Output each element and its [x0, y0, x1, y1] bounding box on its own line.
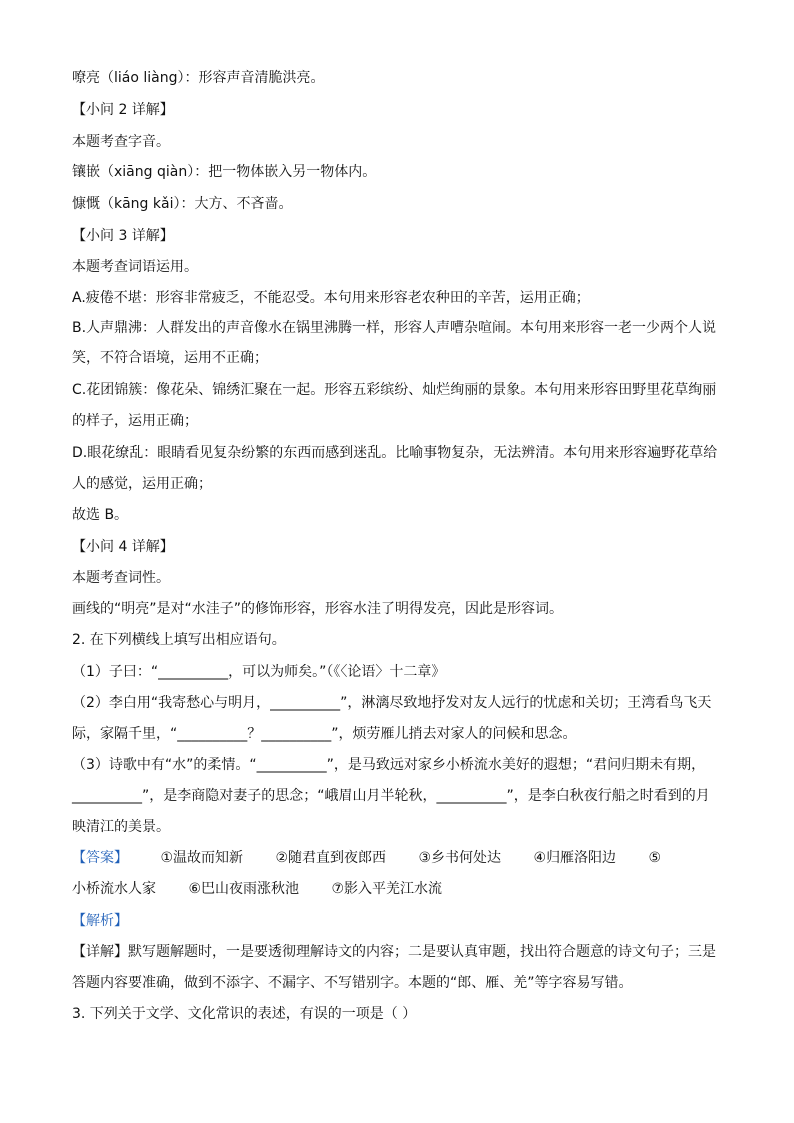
answer-text-7: 影入平羌江水流: [344, 881, 443, 897]
option-d-line-2: 人的感觉，运用正确；: [72, 476, 212, 492]
option-a-line: A.疲倦不堪：形容非常疲乏，不能忍受。本句用来形容老农种田的辛苦，运用正确；: [72, 290, 590, 306]
answer-line-1: [72, 848, 732, 868]
section-heading-q4: 【小问 4 详解】: [72, 539, 174, 555]
answer-text-4: 归雁洛阳边: [546, 850, 617, 866]
answer-text-1: 温故而知新: [173, 850, 244, 866]
question-2-part-3-line-2: __________”，是李商隐对妻子的思念；“峨眉山月半轮秋，__________”，是李白秋夜行船之时看到的月: [72, 788, 710, 804]
question-2-part-3-line-3: 映清江的美景。: [72, 819, 170, 835]
answer-text-3: 乡书何处达: [431, 850, 502, 866]
analysis-line-1: 【详解】默写题解题时，一是要透彻理解诗文的内容；二是要认真审题，找出符合题意的诗文句子；三是: [72, 944, 716, 960]
text-line-5: 慷慨（kāng kǎi）：大方、不吝啬。: [72, 196, 293, 212]
question-2-part-1: （1）子曰：“__________，可以为师矣。”（《〈论语〉十二章》: [72, 664, 446, 680]
option-b-line-2: 笑，不符合语境，运用不正确；: [72, 350, 268, 366]
text-line-4: 镶嵌（xiāng qiàn）：把一物体嵌入另一物体内。: [72, 164, 377, 180]
text-line-18: 画线的“明亮”是对“水洼子”的修饰形容，形容水洼了明得发亮，因此是形容词。: [72, 601, 564, 617]
conclusion-line: 故选 B。: [72, 507, 129, 523]
answer-num-7: ⑦: [331, 881, 345, 897]
answer-num-2: ②: [275, 850, 289, 866]
option-d-line-1: D.眼花缭乱：眼睛看见复杂纷繁的东西而感到迷乱。比喻事物复杂，无法辨清。本句用来形容遍野花草给: [72, 445, 718, 461]
answer-tag: 【答案】: [72, 850, 128, 866]
answer-text-6: 巴山夜雨涨秋池: [201, 881, 300, 897]
answer-num-1: ①: [160, 850, 174, 866]
option-c-line-1: C.花团锦簇：像花朵、锦绣汇聚在一起。形容五彩缤纷、灿烂绚丽的景象。本句用来形容田野里花草绚丽: [72, 382, 717, 398]
question-3-title: 3. 下列关于文学、文化常识的表述，有误的一项是（ ）: [72, 1006, 417, 1022]
analysis-tag: 【解析】: [72, 913, 128, 929]
answer-text-2: 随君直到夜郎西: [288, 850, 387, 866]
answer-num-4: ④: [533, 850, 547, 866]
answer-text-5: 小桥流水人家: [72, 881, 156, 897]
answer-num-6: ⑥: [188, 881, 202, 897]
question-2-part-3-line-1: （3）诗歌中有“水”的柔情。“__________”，是马致远对家乡小桥流水美好的遐想；“君问归期未有期，: [72, 757, 706, 773]
answer-num-5: ⑤: [648, 850, 662, 866]
text-line-7: 本题考查词语运用。: [72, 259, 198, 275]
option-c-line-2: 的样子，运用正确；: [72, 413, 198, 429]
text-line-1: 嘹亮（liáo liàng）：形容声音清脆洪亮。: [72, 70, 325, 86]
option-b-line-1: B.人声鼎沸：人群发出的声音像水在锅里沸腾一样，形容人声嘈杂喧闹。本句用来形容一老一少两个人说: [72, 320, 717, 336]
text-line-17: 本题考查词性。: [72, 570, 170, 586]
answer-line-2: [72, 879, 732, 899]
analysis-line-2: 答题内容要准确，做到不添字、不漏字、不写错别字。本题的“郎、雁、羌”等字容易写错。: [72, 975, 633, 991]
question-2-part-2-line-2: 际，家隔千里，“__________？__________”，烦劳雁儿捎去对家人的问候和思念。: [72, 726, 577, 742]
text-line-3: 本题考查字音。: [72, 134, 170, 150]
section-heading-q3: 【小问 3 详解】: [72, 228, 174, 244]
answer-num-3: ③: [418, 850, 432, 866]
section-heading-q2: 【小问 2 详解】: [72, 102, 174, 118]
question-2-part-2-line-1: （2）李白用“我寄愁心与明月，__________”，淋漓尽致地抒发对友人远行的忧虑和关切；王湾看鸟飞天: [72, 695, 712, 711]
question-2-title: 2. 在下列横线上填写出相应语句。: [72, 632, 286, 648]
